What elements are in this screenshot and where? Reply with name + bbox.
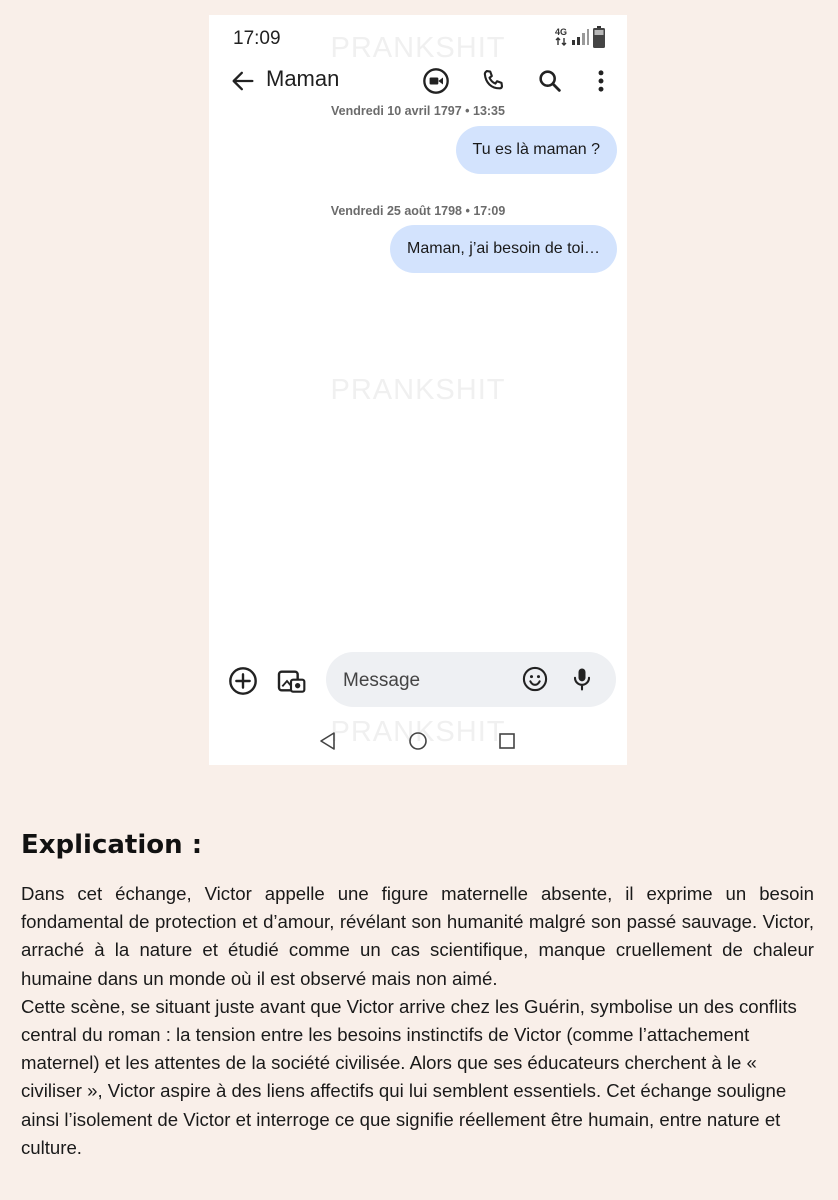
- phone-screenshot: [209, 15, 627, 765]
- explanation-heading: Explication :: [21, 830, 203, 860]
- explanation-paragraph: Cette scène, se situant juste avant que Victor arrive chez les Guérin, symbolise un des conflits central du roman : la tension entre les besoins instinctifs de Victor (comme l’attachement maternel) et les attentes de la société civilisée. Alors que ses éducateurs cherchent à le « civiliser », Victor aspire à des liens affectifs qui lui semblent essentiels. Cet échange souligne ainsi l’isolement de Victor et interroge ce que signifie réellement être humain, entre nature et culture.: [21, 995, 797, 1158]
- watermark: PRANKSHIT: [330, 32, 506, 64]
- status-time: 17:09: [233, 28, 281, 49]
- navigation-bar: [209, 725, 627, 757]
- nav-back-icon[interactable]: [317, 730, 339, 752]
- message-bubble[interactable]: Tu es là maman ?: [456, 126, 617, 174]
- gallery-icon[interactable]: [275, 665, 307, 697]
- video-call-icon[interactable]: [422, 67, 450, 95]
- watermark: PRANKSHIT: [330, 374, 506, 406]
- message-input[interactable]: [326, 652, 616, 707]
- message-placeholder: Message: [343, 670, 421, 691]
- compose-bar: [209, 651, 627, 709]
- date-separator: Vendredi 25 août 1798 • 17:09: [330, 204, 506, 218]
- explanation-paragraph: Dans cet échange, Victor appelle une figure maternelle absente, il exprime un besoin fondamental de protection et d’amour, révélant son humanité malgré son passé sauvage. Victor, arraché à la nature et étudié comme un cas scientifique, manque cruellement de chaleur humaine dans un monde où il est observé mais non aimé.: [21, 883, 814, 989]
- phone-icon[interactable]: [479, 67, 507, 95]
- search-icon[interactable]: [536, 67, 564, 95]
- emoji-icon[interactable]: [521, 665, 549, 693]
- app-bar: [209, 59, 627, 103]
- explanation-text: [21, 880, 814, 1162]
- nav-recents-icon[interactable]: [496, 730, 518, 752]
- network-label: 4G: [554, 27, 567, 37]
- nav-home-icon[interactable]: [407, 730, 429, 752]
- message-bubble[interactable]: Maman, j’ai besoin de toi…: [390, 225, 617, 273]
- mic-icon[interactable]: [568, 665, 596, 693]
- conversation-title: Maman: [266, 66, 340, 91]
- back-arrow-icon[interactable]: [229, 67, 257, 95]
- more-vert-icon[interactable]: [587, 67, 615, 95]
- add-circle-icon[interactable]: [227, 665, 259, 697]
- watermark: PRANKSHIT: [330, 716, 506, 748]
- date-separator: Vendredi 10 avril 1797 • 13:35: [331, 104, 505, 118]
